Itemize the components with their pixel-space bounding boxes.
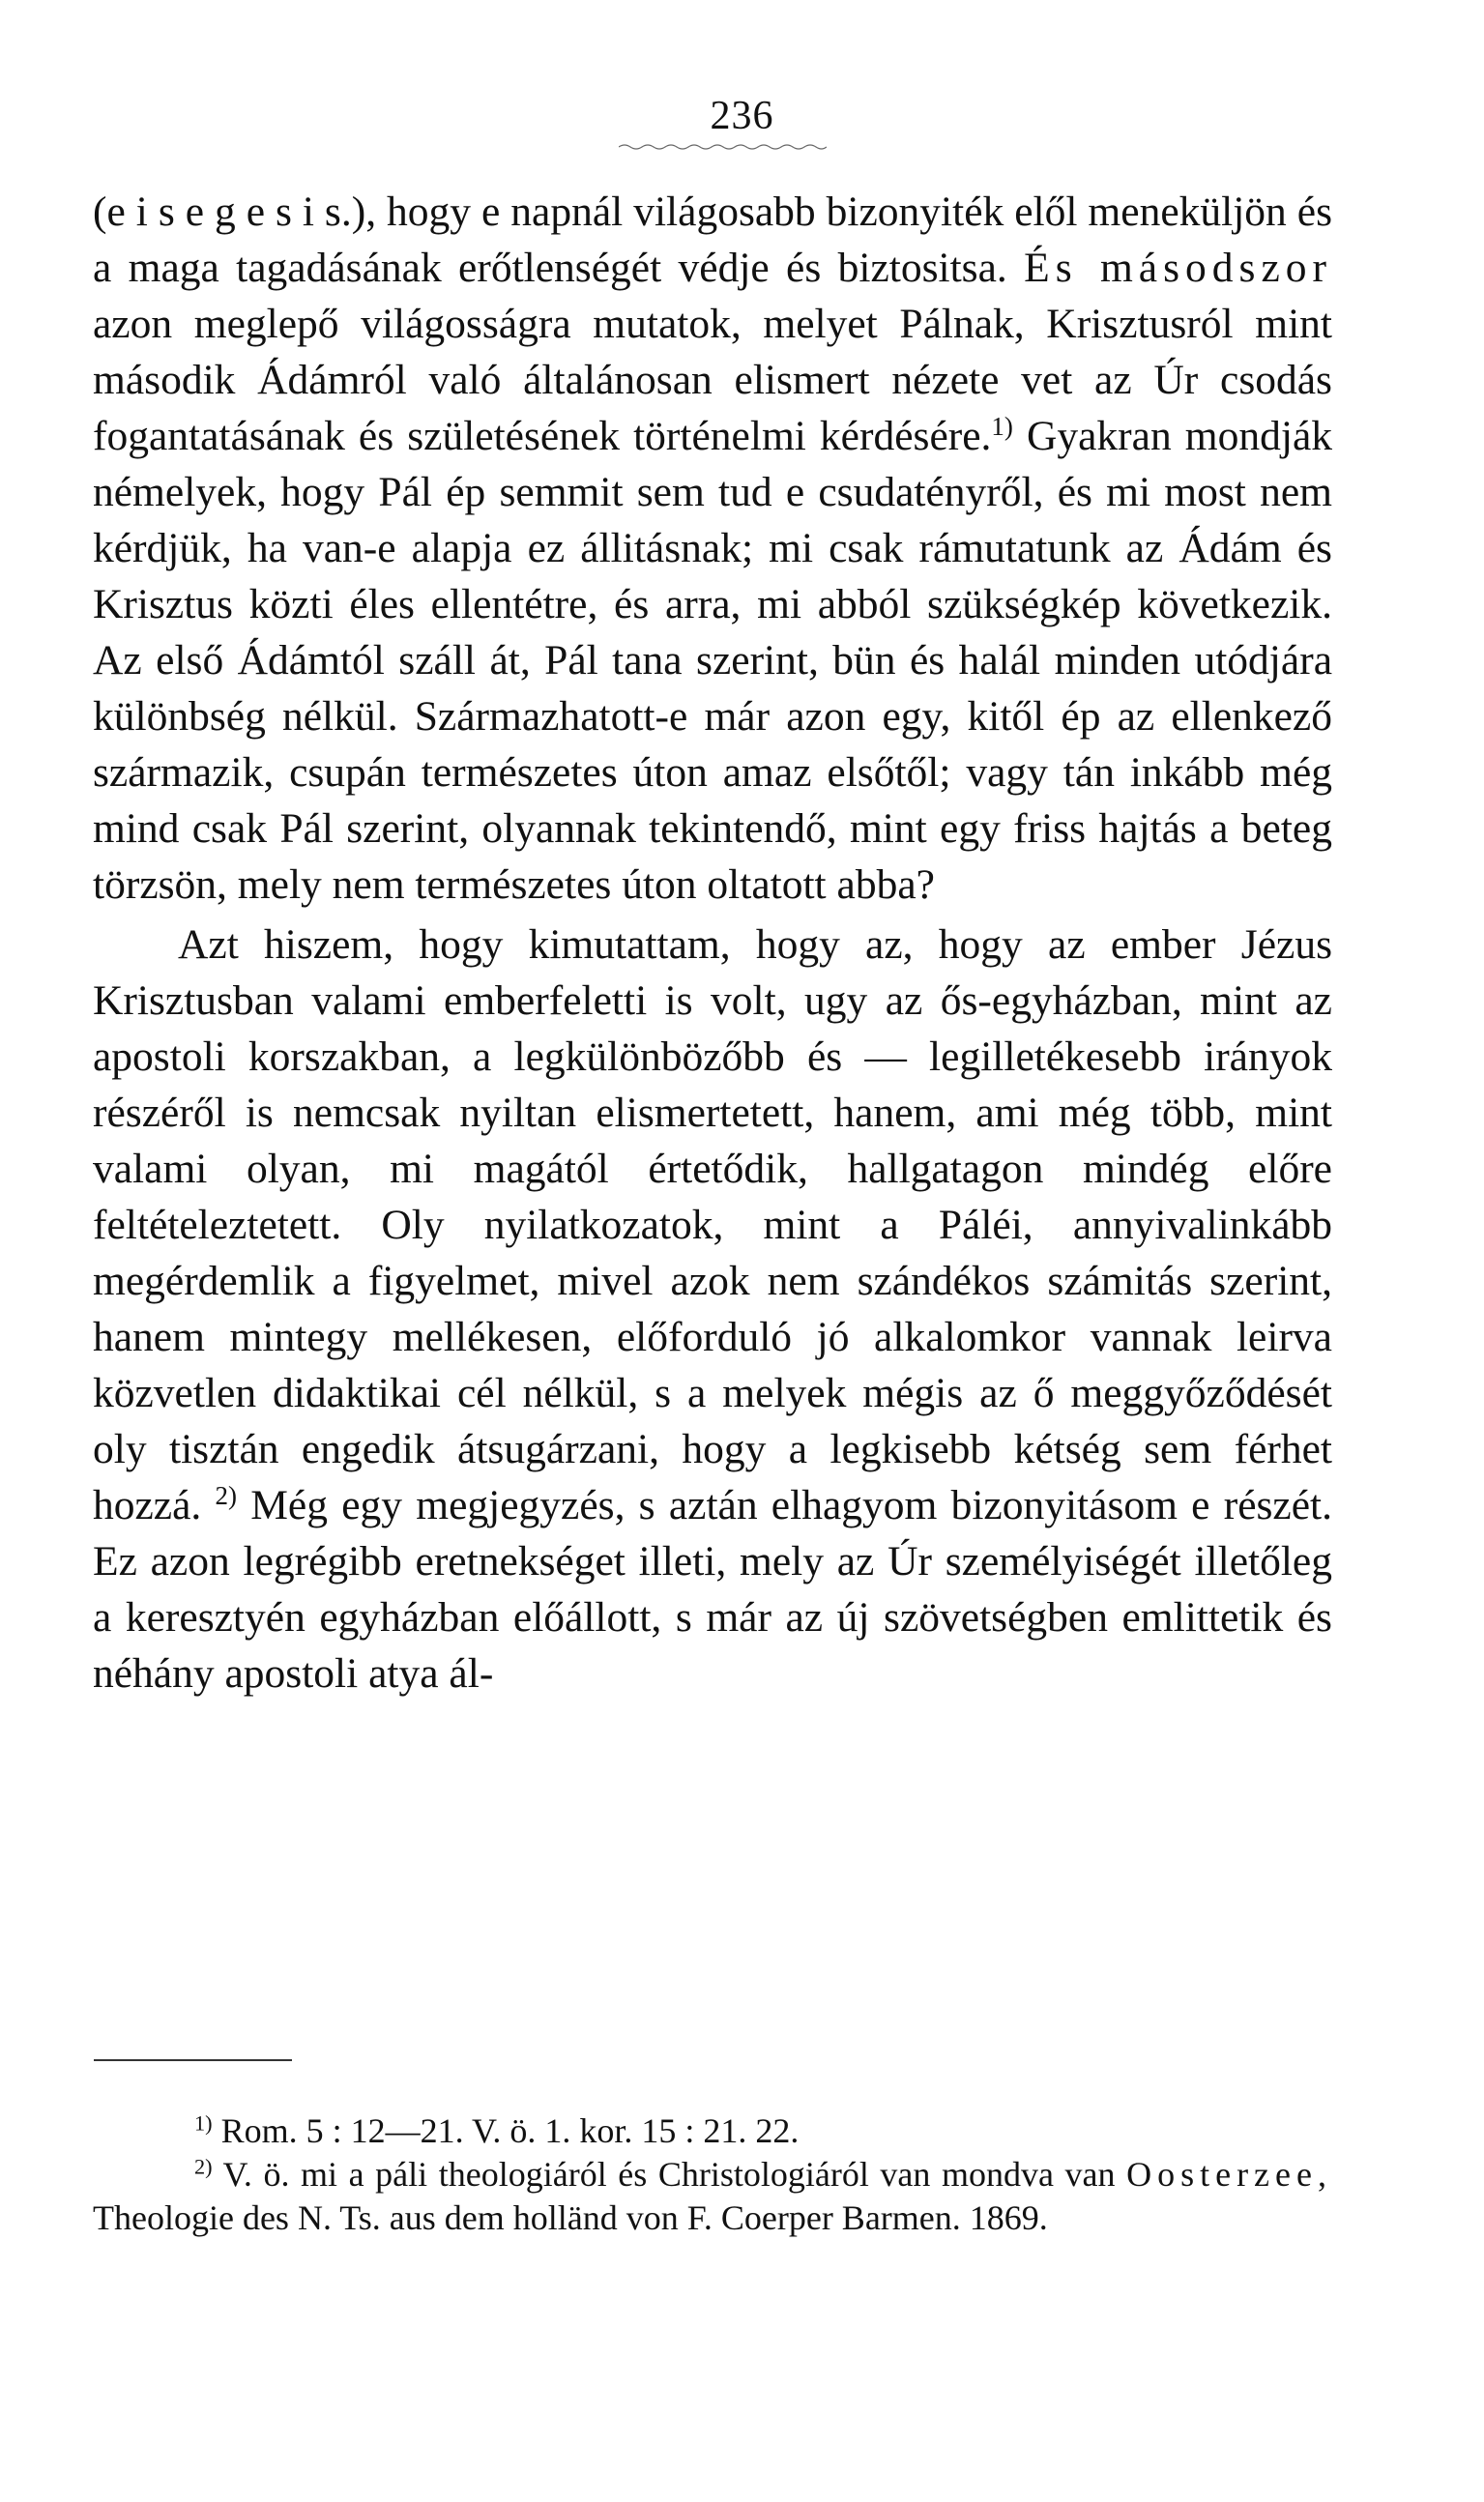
footnote-2: [93, 2153, 1332, 2240]
footnotes: [93, 2109, 1332, 2240]
footnote-2-author: Oosterzee,: [1126, 2155, 1332, 2194]
page-number: 236: [710, 94, 774, 138]
footnote-divider: [94, 2059, 292, 2061]
footnote-2-text-a: V. ö. mi a páli theologiáról és Christologiáról van mondva van: [222, 2155, 1116, 2194]
paragraph-1: [93, 184, 1332, 913]
p2-sentence-2: Még egy megjegyzés, s aztán elhagyom bizonyitásom e részét. Ez azon legrégibb eretnekséget illeti, mely az Úr személyiségét illetőleg a keresztyén egyházban előállott, s már az új szövetségben emlittetik és néhány apostoli atya ál-: [93, 1482, 1333, 1697]
footnote-ref-2: 2): [215, 1481, 238, 1511]
footnote-ref-1: 1): [991, 412, 1013, 442]
main-text: [93, 184, 1332, 1702]
paragraph-2: [93, 916, 1332, 1702]
footnote-1: [93, 2109, 1332, 2153]
footnote-1-mark: 1): [194, 2110, 213, 2136]
p2-sentence-1: Azt hiszem, hogy kimutattam, hogy az, hogy az ember Jézus Krisztusban valami emberfeletti is volt, ugy az ős-egyházban, mint az apostoli korszakban, a legkülönbözőbb és — legilletékesebb irányok részéről is nemcsak nyiltan elismertetett, hanem, ami még több, mint valami olyan, mi magától értetődik, hallgatagon mindég előre feltételeztetett. Oly nyilatkozatok, mint a Páléi, annyivalinkább megérdemlik a figyelmet, mivel azok nem szándékos számitás szerint, hanem mintegy mellékesen, előforduló jó alkalomkor vannak leirva közvetlen didaktikai cél nélkül, s a melyek mégis az ő meggyőződését oly tisztán engedik átsugárzani, hogy a legkisebb kétség sem férhet hozzá.: [93, 921, 1332, 1528]
footnote-2-text-b: Theologie des N. Ts. aus dem holländ von F. Coerper Barmen. 1869.: [93, 2198, 1048, 2237]
header-ornament: [619, 143, 827, 151]
p1-sentence-3: Gyakran mondják némelyek, hogy Pál ép semmit sem tud e csudatényről, és mi most nem kérdjük, ha van-e alapja ez állitásnak; mi csak rámutatunk az Ádám és Krisztus közti éles ellentétre, és arra, mi abból szükségkép következik. Az első Ádámtól száll át, Pál tana szerint, bün és halál minden utódjára különbség nélkül. Származhatott-e már azon egy, kitől ép az ellenkező származik, csupán természetes úton amaz elsőtől; vagy tán inkább még mind csak Pál szerint, olyannak tekintendő, mint egy friss hajtás a beteg törzsön, mely nem természetes úton oltatott abba?: [93, 413, 1332, 908]
p1-sentence-1: (e i s e g e s i s.), hogy e napnál világosabb bizonyiték elől meneküljön és a maga tagadásának erőtlenségét védje és biztositsa.: [93, 189, 1332, 291]
footnote-2-mark: 2): [194, 2154, 213, 2179]
p1-emphasis: És másodszor: [1024, 245, 1332, 291]
p1-sentence-2: azon meglepő világosságra mutatok, melyet Pálnak, Krisztusról mint második Ádámról való általánosan elismert nézete vet az Úr csodás fogantatásának és születésének történelmi kérdésére.: [93, 301, 1332, 459]
footnote-1-text: Rom. 5 : 12—21. V. ö. 1. kor. 15 : 21. 22.: [220, 2111, 800, 2150]
